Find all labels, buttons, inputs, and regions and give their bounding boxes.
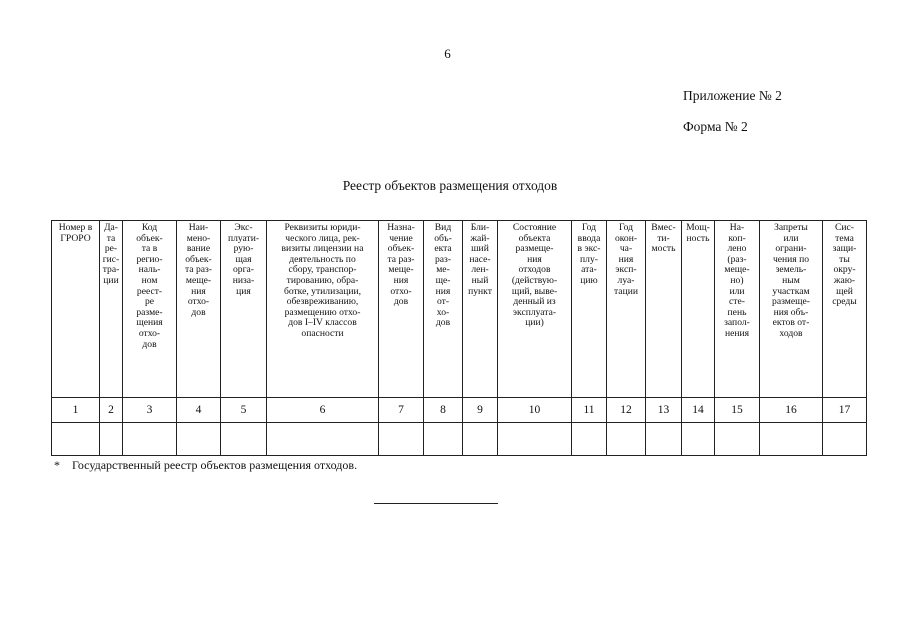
- col-header-object-name: Наи- мено- вание объек- та раз- меще- ния отхо- дов: [177, 221, 221, 398]
- column-number: 7: [379, 398, 424, 423]
- col-header-registration-date: Да- та ре- гис- тра- ции: [100, 221, 123, 398]
- col-header-power: Мощ- ность: [682, 221, 715, 398]
- column-number: 5: [221, 398, 267, 423]
- empty-cell: [221, 423, 267, 456]
- col-header-restrictions: Запреты или ограни- чения по земель- ным участкам размеще- ния объ- ектов от- ходов: [760, 221, 823, 398]
- empty-cell: [607, 423, 646, 456]
- col-header-protection-system: Сис- тема защи- ты окру- жаю- щей среды: [823, 221, 867, 398]
- footnote-asterisk: *: [54, 458, 60, 472]
- empty-cell: [823, 423, 867, 456]
- column-number: 12: [607, 398, 646, 423]
- column-number: 2: [100, 398, 123, 423]
- empty-cell: [100, 423, 123, 456]
- col-header-operator: Экс- плуати- рую- щая орга- низа- ция: [221, 221, 267, 398]
- empty-cell: [424, 423, 463, 456]
- empty-cell: [572, 423, 607, 456]
- empty-cell: [498, 423, 572, 456]
- empty-data-row: [52, 423, 867, 456]
- column-number: 17: [823, 398, 867, 423]
- empty-cell: [379, 423, 424, 456]
- empty-cell: [123, 423, 177, 456]
- col-header-regional-code: Код объек- та в регио- наль- ном реест- ре разме- щения отхо- дов: [123, 221, 177, 398]
- empty-cell: [760, 423, 823, 456]
- empty-cell: [177, 423, 221, 456]
- col-header-decommissioning-year: Год окон- ча- ния эксп- луа- тации: [607, 221, 646, 398]
- column-number: 14: [682, 398, 715, 423]
- column-number-row: [52, 398, 867, 423]
- empty-cell: [646, 423, 682, 456]
- column-number: 1: [52, 398, 100, 423]
- closing-rule-divider: [374, 503, 498, 504]
- column-number: 16: [760, 398, 823, 423]
- form-label: Форма № 2: [683, 119, 748, 134]
- column-number: 8: [424, 398, 463, 423]
- registry-table: [51, 220, 867, 456]
- document-title: Реестр объектов размещения отходов: [342, 178, 558, 193]
- column-number: 13: [646, 398, 682, 423]
- column-number: 9: [463, 398, 498, 423]
- empty-cell: [267, 423, 379, 456]
- col-header-object-type: Вид объ- екта раз- ме- ще- ния от- хо- дов: [424, 221, 463, 398]
- empty-cell: [52, 423, 100, 456]
- col-header-purpose: Назна- чение объек- та раз- меще- ния отхо- дов: [379, 221, 424, 398]
- appendix-label: Приложение № 2: [683, 88, 782, 103]
- footnote: [54, 458, 357, 473]
- empty-cell: [682, 423, 715, 456]
- col-header-legal-details: Реквизиты юриди- ческого лица, рек- визиты лицензии на деятельность по сбору, транспор- тированию, обра- ботке, утилизации, обезвреживанию, размещению отхо- дов I–IV классов опасности: [267, 221, 379, 398]
- column-number: 3: [123, 398, 177, 423]
- col-header-commissioning-year: Год ввода в экс- плу- ата- цию: [572, 221, 607, 398]
- column-number: 4: [177, 398, 221, 423]
- col-header-capacity: Вмес- ти- мость: [646, 221, 682, 398]
- col-header-nearest-settlement: Бли- жай- ший насе- лен- ный пункт: [463, 221, 498, 398]
- header-row: [52, 221, 867, 398]
- col-header-object-status: Состояние объекта размеще- ния отходов (действую- щий, выве- денный из эксплуата- ции): [498, 221, 572, 398]
- empty-cell: [463, 423, 498, 456]
- footnote-text: Государственный реестр объектов размещения отходов.: [72, 458, 358, 472]
- column-number: 6: [267, 398, 379, 423]
- col-header-accumulated: На- коп- лено (раз- меще- но) или сте- пень запол- нения: [715, 221, 760, 398]
- column-number: 15: [715, 398, 760, 423]
- page-number: 6: [444, 46, 451, 61]
- empty-cell: [715, 423, 760, 456]
- column-number: 10: [498, 398, 572, 423]
- column-number: 11: [572, 398, 607, 423]
- col-header-registry-number: Номер в ГРОРО: [52, 221, 100, 398]
